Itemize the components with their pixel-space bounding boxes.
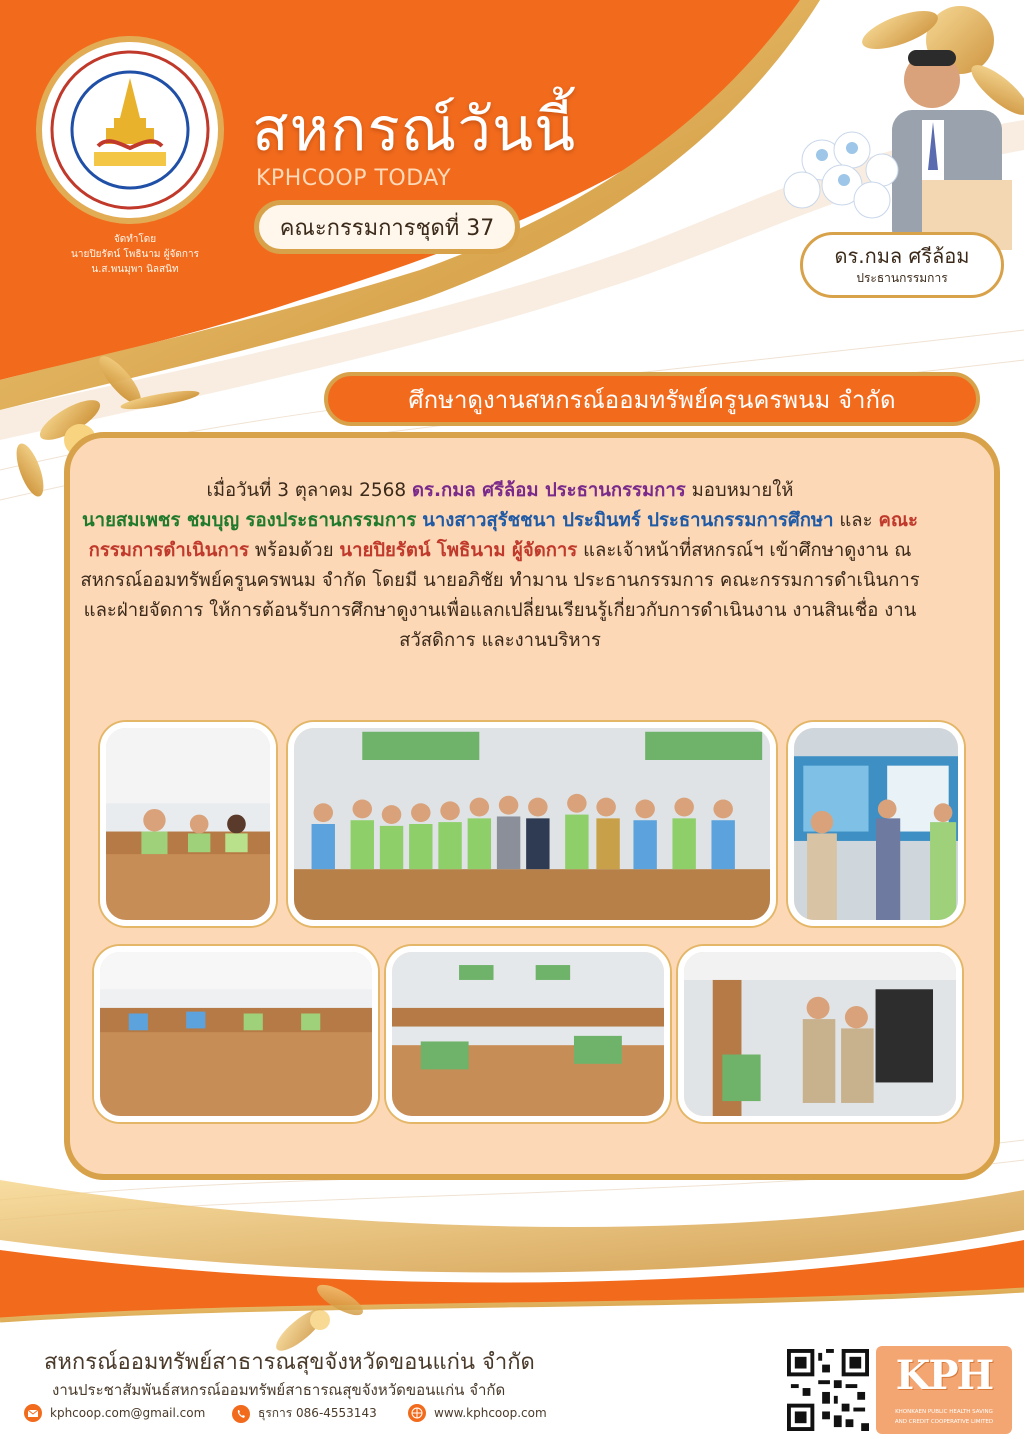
photo-exhibit [788, 722, 964, 926]
credit-line: นายปิยรัตน์ โพธินาม ผู้จัดการ [71, 249, 199, 260]
text-segment: และ [833, 510, 879, 531]
manager-name: นายปิยรัตน์ โพธินาม ผู้จัดการ [339, 540, 578, 561]
education-chair-name: นางสาวสุรัชชนา ประมินทร์ ประธานกรรมการศึกษา [422, 510, 834, 531]
article-paragraph [70, 476, 930, 656]
credits [40, 232, 230, 277]
qr-code[interactable] [784, 1346, 872, 1434]
contact-website[interactable] [408, 1404, 547, 1422]
photo-meeting-room-4 [678, 946, 962, 1122]
vice-chair-name: นายสมเพชร ชมบุญ รองประธานกรรมการ [82, 510, 417, 531]
qr-code-icon [787, 1349, 869, 1431]
website-text: www.kphcoop.com [434, 1406, 547, 1420]
text-segment: เมื่อวันที่ 3 ตุลาคม 2568 [206, 480, 413, 501]
brand-subtitle: KPHCOOP TODAY [256, 166, 452, 191]
speaker-title: ประธานกรรมการ [856, 271, 948, 285]
photo-group [288, 722, 776, 926]
cooperative-seal-icon [48, 48, 212, 212]
photo-meeting-room-1 [100, 722, 276, 926]
contact-email[interactable] [24, 1404, 205, 1422]
kph-logo-mark: KPH [895, 1352, 993, 1399]
chair-name: ดร.กมล ศรีล้อม ประธานกรรมการ [412, 480, 686, 501]
photo-meeting-room-3 [386, 946, 670, 1122]
globe-icon [408, 1404, 426, 1422]
text-segment: มอบหมายให้ [685, 480, 794, 501]
photo-meeting-room-2 [94, 946, 378, 1122]
text-segment: พร้อมด้วย [248, 540, 340, 561]
section-title: ศึกษาดูงานสหกรณ์ออมทรัพย์ครูนครพนม จำกัด [324, 372, 980, 426]
contact-phone[interactable] [232, 1404, 377, 1423]
speaker-name: ดร.กมล ศรีล้อม [834, 244, 970, 268]
executive-committee: คณะกรรมการดำเนินการ [88, 510, 918, 561]
email-icon [24, 1404, 42, 1422]
footer-org-name: สหกรณ์ออมทรัพย์สาธารณสุขจังหวัดขอนแก่น จำกัด [44, 1350, 535, 1375]
kph-caption: KHONKAEN PUBLIC HEALTH SAVING [895, 1409, 993, 1415]
brand-title: สหกรณ์วันนี้ [252, 95, 577, 165]
phone-icon [232, 1405, 250, 1423]
committee-badge: คณะกรรมการชุดที่ 37 [254, 200, 520, 254]
phone-text: ธุรการ 086-4553143 [258, 1406, 377, 1420]
credit-line: จัดทำโดย [113, 234, 157, 245]
cooperative-logo [36, 36, 224, 224]
kph-logo [876, 1346, 1012, 1434]
footer-subtitle: งานประชาสัมพันธ์สหกรณ์ออมทรัพย์สาธารณสุขจังหวัดขอนแก่น จำกัด [52, 1381, 506, 1399]
speaker-name-plate [800, 232, 1004, 298]
kph-caption: AND CREDIT COOPERATIVE LIMITED [894, 1419, 994, 1425]
text-segment: และเจ้าหน้าที่สหกรณ์ฯ เข้าศึกษาดูงาน ณ สหกรณ์ออมทรัพย์ครูนครพนม จำกัด โดยมี นายอภิชัย ทำมาน ประธานกรรมการ คณะกรรมการดำเนินการ และฝ่ายจัดการ ให้การต้อนรับการศึกษาดูงานเพื่อแลกเปลี่ยนเรียนรู้เกี่ยวกับการดำเนินงาน งานสินเชื่อ งานสวัสดิการ และงานบริหาร [80, 540, 920, 651]
credit-line: น.ส.พนมุพา นิลสนิท [91, 264, 179, 275]
email-text: kphcoop.com@gmail.com [50, 1406, 206, 1420]
speaker-photo [782, 30, 1024, 250]
